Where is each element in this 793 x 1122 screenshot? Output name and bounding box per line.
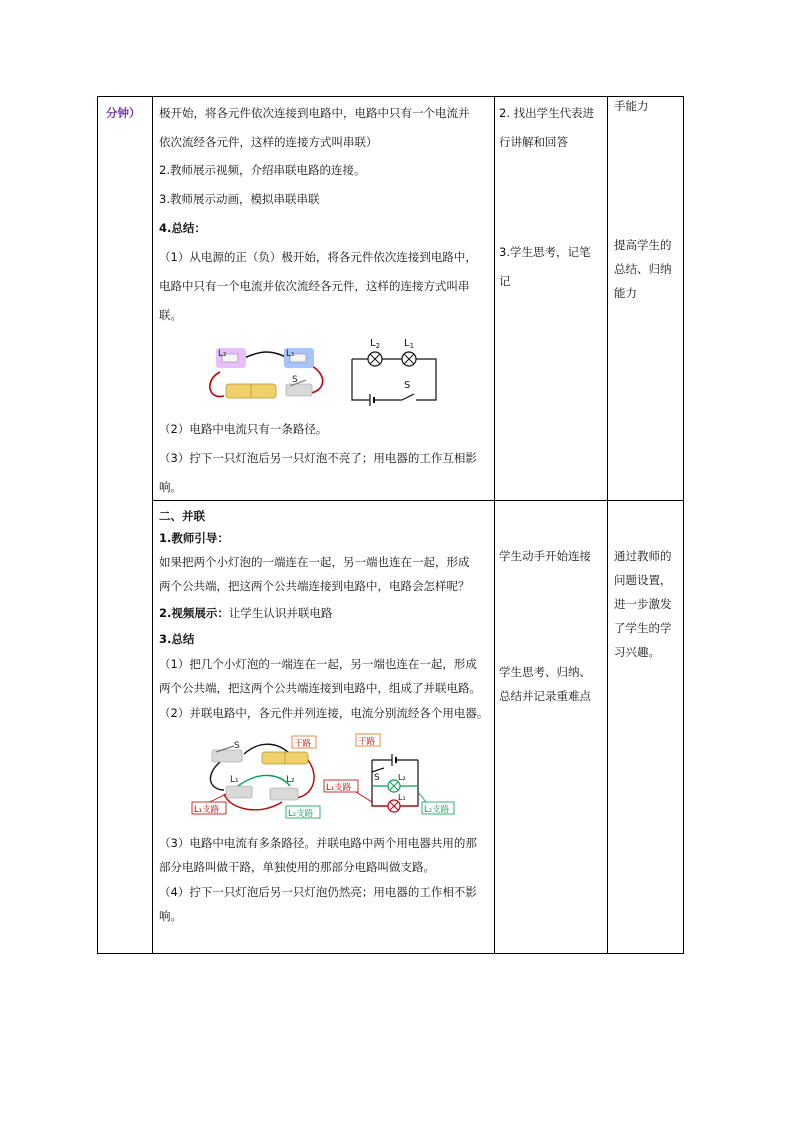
diagram-s-label-2: S	[374, 773, 380, 783]
row2-intent-4: 了学生的学	[614, 621, 672, 635]
row1-intent-4: 能力	[614, 286, 637, 300]
diagram-l1-label: $L_1$	[404, 338, 415, 350]
row2-after-1: （3）电路中电流有多条路径。并联电路中两个用电器共用的那	[159, 836, 477, 850]
row1-line-2: 依次流经各元件，这样的连接方式叫串联）	[159, 135, 378, 149]
row1-line-3: 2.教师展示视频，介绍串联电路的连接。	[159, 163, 366, 177]
svg-text:L₁支路: L₁支路	[194, 805, 220, 815]
svg-text:L₂支路: L₂支路	[424, 805, 450, 815]
section-heading-parallel: 二、并联	[159, 509, 205, 523]
video-text: 让学生认识并联电路	[228, 606, 333, 620]
guide-label: 1.教师引导：	[159, 531, 229, 545]
row2-after-4: 响。	[159, 909, 182, 923]
row2-guide-1: 如果把两个小灯泡的一端连在一起，另一端也连在一起，形成	[159, 555, 470, 569]
row1-line-4: 3.教师展示动画，模拟串联串联	[159, 192, 320, 206]
row1-line-9: （2）电路中电流只有一条路径。	[159, 422, 328, 436]
row1-intent-1: 手能力	[614, 99, 649, 113]
svg-text:L₂支路: L₂支路	[288, 809, 314, 819]
table-col-divider	[152, 97, 153, 953]
row2-student-1: 学生动手开始连接	[499, 549, 591, 563]
lamp-l2-board-2	[270, 788, 298, 800]
photo-l1-label-2: L₁	[230, 775, 239, 785]
photo-s-label: S	[292, 375, 298, 385]
row2-student-2: 学生思考、归纳、	[499, 665, 591, 679]
diagram-l1-label-2: L₁	[398, 793, 406, 802]
row2-intent-1: 通过教师的	[614, 549, 672, 563]
row2-intent-5: 习兴趣。	[614, 645, 660, 659]
row2-intent-2: 问题设置，	[614, 573, 672, 587]
switch-board	[286, 384, 312, 396]
row1-line-7: 电路中只有一个电流并依次流经各元件，这样的连接方式叫串	[159, 279, 470, 293]
table-row-divider	[152, 500, 684, 501]
row1-line-6: （1）从电源的正（负）极开始，将各元件依次连接到电路中，	[159, 250, 477, 264]
row1-student-1: 2. 找出学生代表进	[499, 106, 595, 120]
table-col-divider	[607, 97, 608, 953]
time-cell-label: 分钟）	[106, 106, 141, 120]
video-label: 2.视频展示：	[159, 606, 229, 620]
row2-sum-2: 两个公共端，把这两个公共端连接到电路中，组成了并联电路。	[159, 681, 481, 695]
row2-sum-1: （1）把几个小灯泡的一端连在一起，另一端也连在一起，形成	[159, 657, 477, 671]
diagram-l2-label-2: L₂	[398, 773, 406, 782]
row1-intent-3: 总结、归纳	[614, 262, 672, 276]
row2-guide-2: 两个公共端，把这两个公共端连接到电路中，电路会怎样呢？	[159, 579, 470, 593]
row1-student-4: 记	[499, 274, 511, 288]
row2-after-2: 部分电路叫做干路，单独使用的那部分电路叫做支路。	[159, 860, 435, 874]
diagram-s-label: S	[404, 380, 411, 391]
svg-text:干路: 干路	[358, 737, 376, 747]
photo-l2-label: L₂	[218, 349, 227, 359]
table-col-divider	[494, 97, 495, 953]
row2-after-3: （4）拧下一只灯泡后另一只灯泡仍然亮；用电器的工作相不影	[159, 885, 477, 899]
series-circuit-photo	[202, 340, 332, 408]
series-circuit-diagram	[348, 336, 440, 408]
svg-text:L₁支路: L₁支路	[326, 783, 352, 793]
sum-label: 3.总结	[159, 632, 195, 646]
row1-line-10: （3）拧下一只灯泡后另一只灯泡不亮了；用电器的工作互相影	[159, 451, 477, 465]
row2-student-3: 总结并记录重难点	[499, 689, 591, 703]
photo-l2-label-2: L₂	[286, 775, 295, 785]
parallel-circuit-diagram	[322, 730, 456, 820]
row1-line-11: 响。	[159, 480, 182, 494]
svg-text:干路: 干路	[294, 739, 312, 749]
row1-student-3: 3.学生思考，记笔	[499, 245, 591, 259]
row2-intent-3: 进一步激发	[614, 597, 672, 611]
video-line	[159, 606, 332, 620]
photo-s-label-2: S	[234, 741, 240, 751]
row1-student-2: 行讲解和回答	[499, 135, 568, 149]
diagram-l2-label: $L_2$	[370, 338, 381, 350]
row1-line-1: 极开始，将各元件依次连接到电路中，电路中只有一个电流并	[159, 106, 470, 120]
row1-line-8: 联。	[159, 308, 182, 322]
row1-intent-2: 提高学生的	[614, 238, 672, 252]
parallel-circuit-photo	[190, 730, 322, 820]
lamp-l1-board-2	[226, 786, 252, 798]
row2-sum-3: （2）并联电路中，各元件并列连接，电流分别流经各个用电器。	[159, 706, 489, 720]
row1-summary-heading: 4.总结：	[159, 221, 206, 235]
photo-l1-label: L₁	[286, 349, 295, 359]
